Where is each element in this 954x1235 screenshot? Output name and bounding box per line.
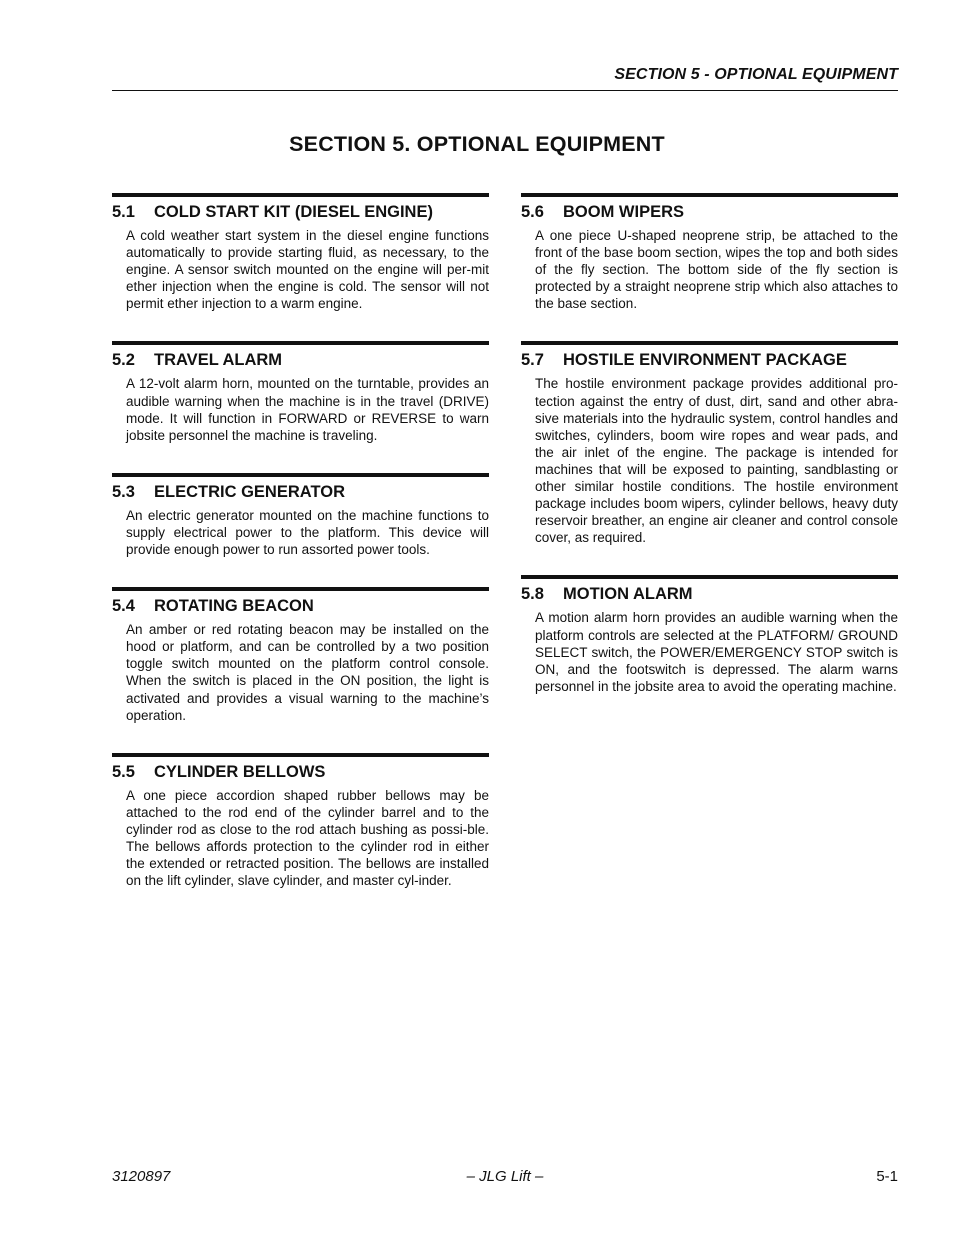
section-heading — [521, 202, 898, 222]
footer-brand: – JLG Lift – — [466, 1168, 544, 1185]
running-title: SECTION 5 - OPTIONAL EQUIPMENT — [614, 66, 898, 83]
section-body: A cold weather start system in the diesel engine functions automatically to provide starting fluid, as necessary, to the engine. A sensor switch mounted on the engine will per-mit ether injection when the engine is cold. The sensor will not permit ether injection to a warm engine. — [126, 228, 489, 312]
section-5-8 — [521, 575, 898, 694]
section-5-4 — [112, 587, 489, 724]
section-heading — [112, 482, 489, 502]
section-heading — [112, 762, 489, 782]
section-5-2 — [112, 341, 489, 443]
right-column — [521, 193, 898, 695]
section-number: 5.3 — [112, 482, 135, 501]
document-number: 3120897 — [112, 1168, 171, 1185]
section-body: An amber or red rotating beacon may be installed on the hood or platform, and can be controlled by a two position toggle switch mounted on the platform control console. When the switch is placed in the ON position, the light is activated and provides a visual warning to the machine’s operation. — [126, 622, 489, 723]
section-5-6 — [521, 193, 898, 312]
section-title: BOOM WIPERS — [563, 203, 685, 221]
section-number: 5.6 — [521, 203, 544, 221]
section-title: ROTATING BEACON — [154, 597, 314, 616]
section-heading — [112, 350, 489, 370]
section-body: An electric generator mounted on the machine functions to supply electrical power to the platform. This device will provide enough power to run assorted power tools. — [126, 507, 489, 558]
page-title: SECTION 5. OPTIONAL EQUIPMENT — [289, 132, 665, 156]
section-heading — [521, 350, 898, 370]
section-number: 5.4 — [112, 597, 135, 616]
section-body: A 12-volt alarm horn, mounted on the turntable, provides an audible warning when the machine is in the travel (DRIVE) mode. It will function in FORWARD or REVERSE to warn jobsite personnel the machine is traveling. — [126, 376, 489, 443]
section-title: MOTION ALARM — [563, 585, 693, 604]
section-title: TRAVEL ALARM — [154, 351, 283, 370]
section-title: ELECTRIC GENERATOR — [154, 482, 345, 501]
section-number: 5.1 — [112, 203, 135, 221]
section-number: 5.8 — [521, 585, 544, 604]
section-number: 5.5 — [112, 762, 135, 781]
left-column — [112, 193, 489, 889]
section-title: HOSTILE ENVIRONMENT PACKAGE — [563, 351, 847, 370]
section-body: A one piece accordion shaped rubber bellows may be attached to the rod end of the cylinder barrel and to the cylinder rod as close to the rod attach bushing as possi-ble. The bellows affords protection to the cylinder rod in either the extended or retracted position. The bellows are installed on the lift cylinder, slave cylinder, and master cyl-inder. — [126, 787, 489, 889]
page-footer — [112, 1168, 898, 1188]
section-5-3 — [112, 473, 489, 558]
section-number: 5.7 — [521, 351, 544, 370]
section-heading — [521, 584, 898, 604]
page-header — [112, 64, 898, 91]
section-5-1 — [112, 193, 489, 312]
section-body: The hostile environment package provides additional pro-tection against the entry of dust, dirt, sand and other abra-sive materials into the hydraulic system, control handles and switches, cylinders, boom wire ropes and wear pads, and the air inlet of the engine. The package is intended for machines that will be exposed to painting, sandblasting or other similar hostile conditions. The hostile environment package includes boom wipers, cylinder bellows, heavy duty reservoir breather, an engine air cleaner and control console cover, as required. — [535, 376, 898, 546]
section-heading — [112, 596, 489, 616]
section-title: COLD START KIT (DIESEL ENGINE) — [154, 203, 433, 221]
section-number: 5.2 — [112, 351, 135, 370]
page-number: 5-1 — [876, 1168, 898, 1185]
section-5-7 — [521, 341, 898, 546]
section-title: CYLINDER BELLOWS — [154, 762, 326, 781]
section-body: A motion alarm horn provides an audible warning when the platform controls are selected at the PLATFORM/ GROUND SELECT switch, the POWER/EMERGENCY STOP switch is ON, and the footswitch is depressed. The alarm warns personnel in the jobsite area to avoid the operating machine. — [535, 610, 898, 694]
section-body: A one piece U-shaped neoprene strip, be attached to the front of the base boom section, wipes the top and both sides of the fly section. The bottom side of the fly section is protected by a straight neoprene strip which also attaches to the base section. — [535, 228, 898, 312]
section-5-5 — [112, 753, 489, 890]
section-heading — [112, 202, 489, 222]
